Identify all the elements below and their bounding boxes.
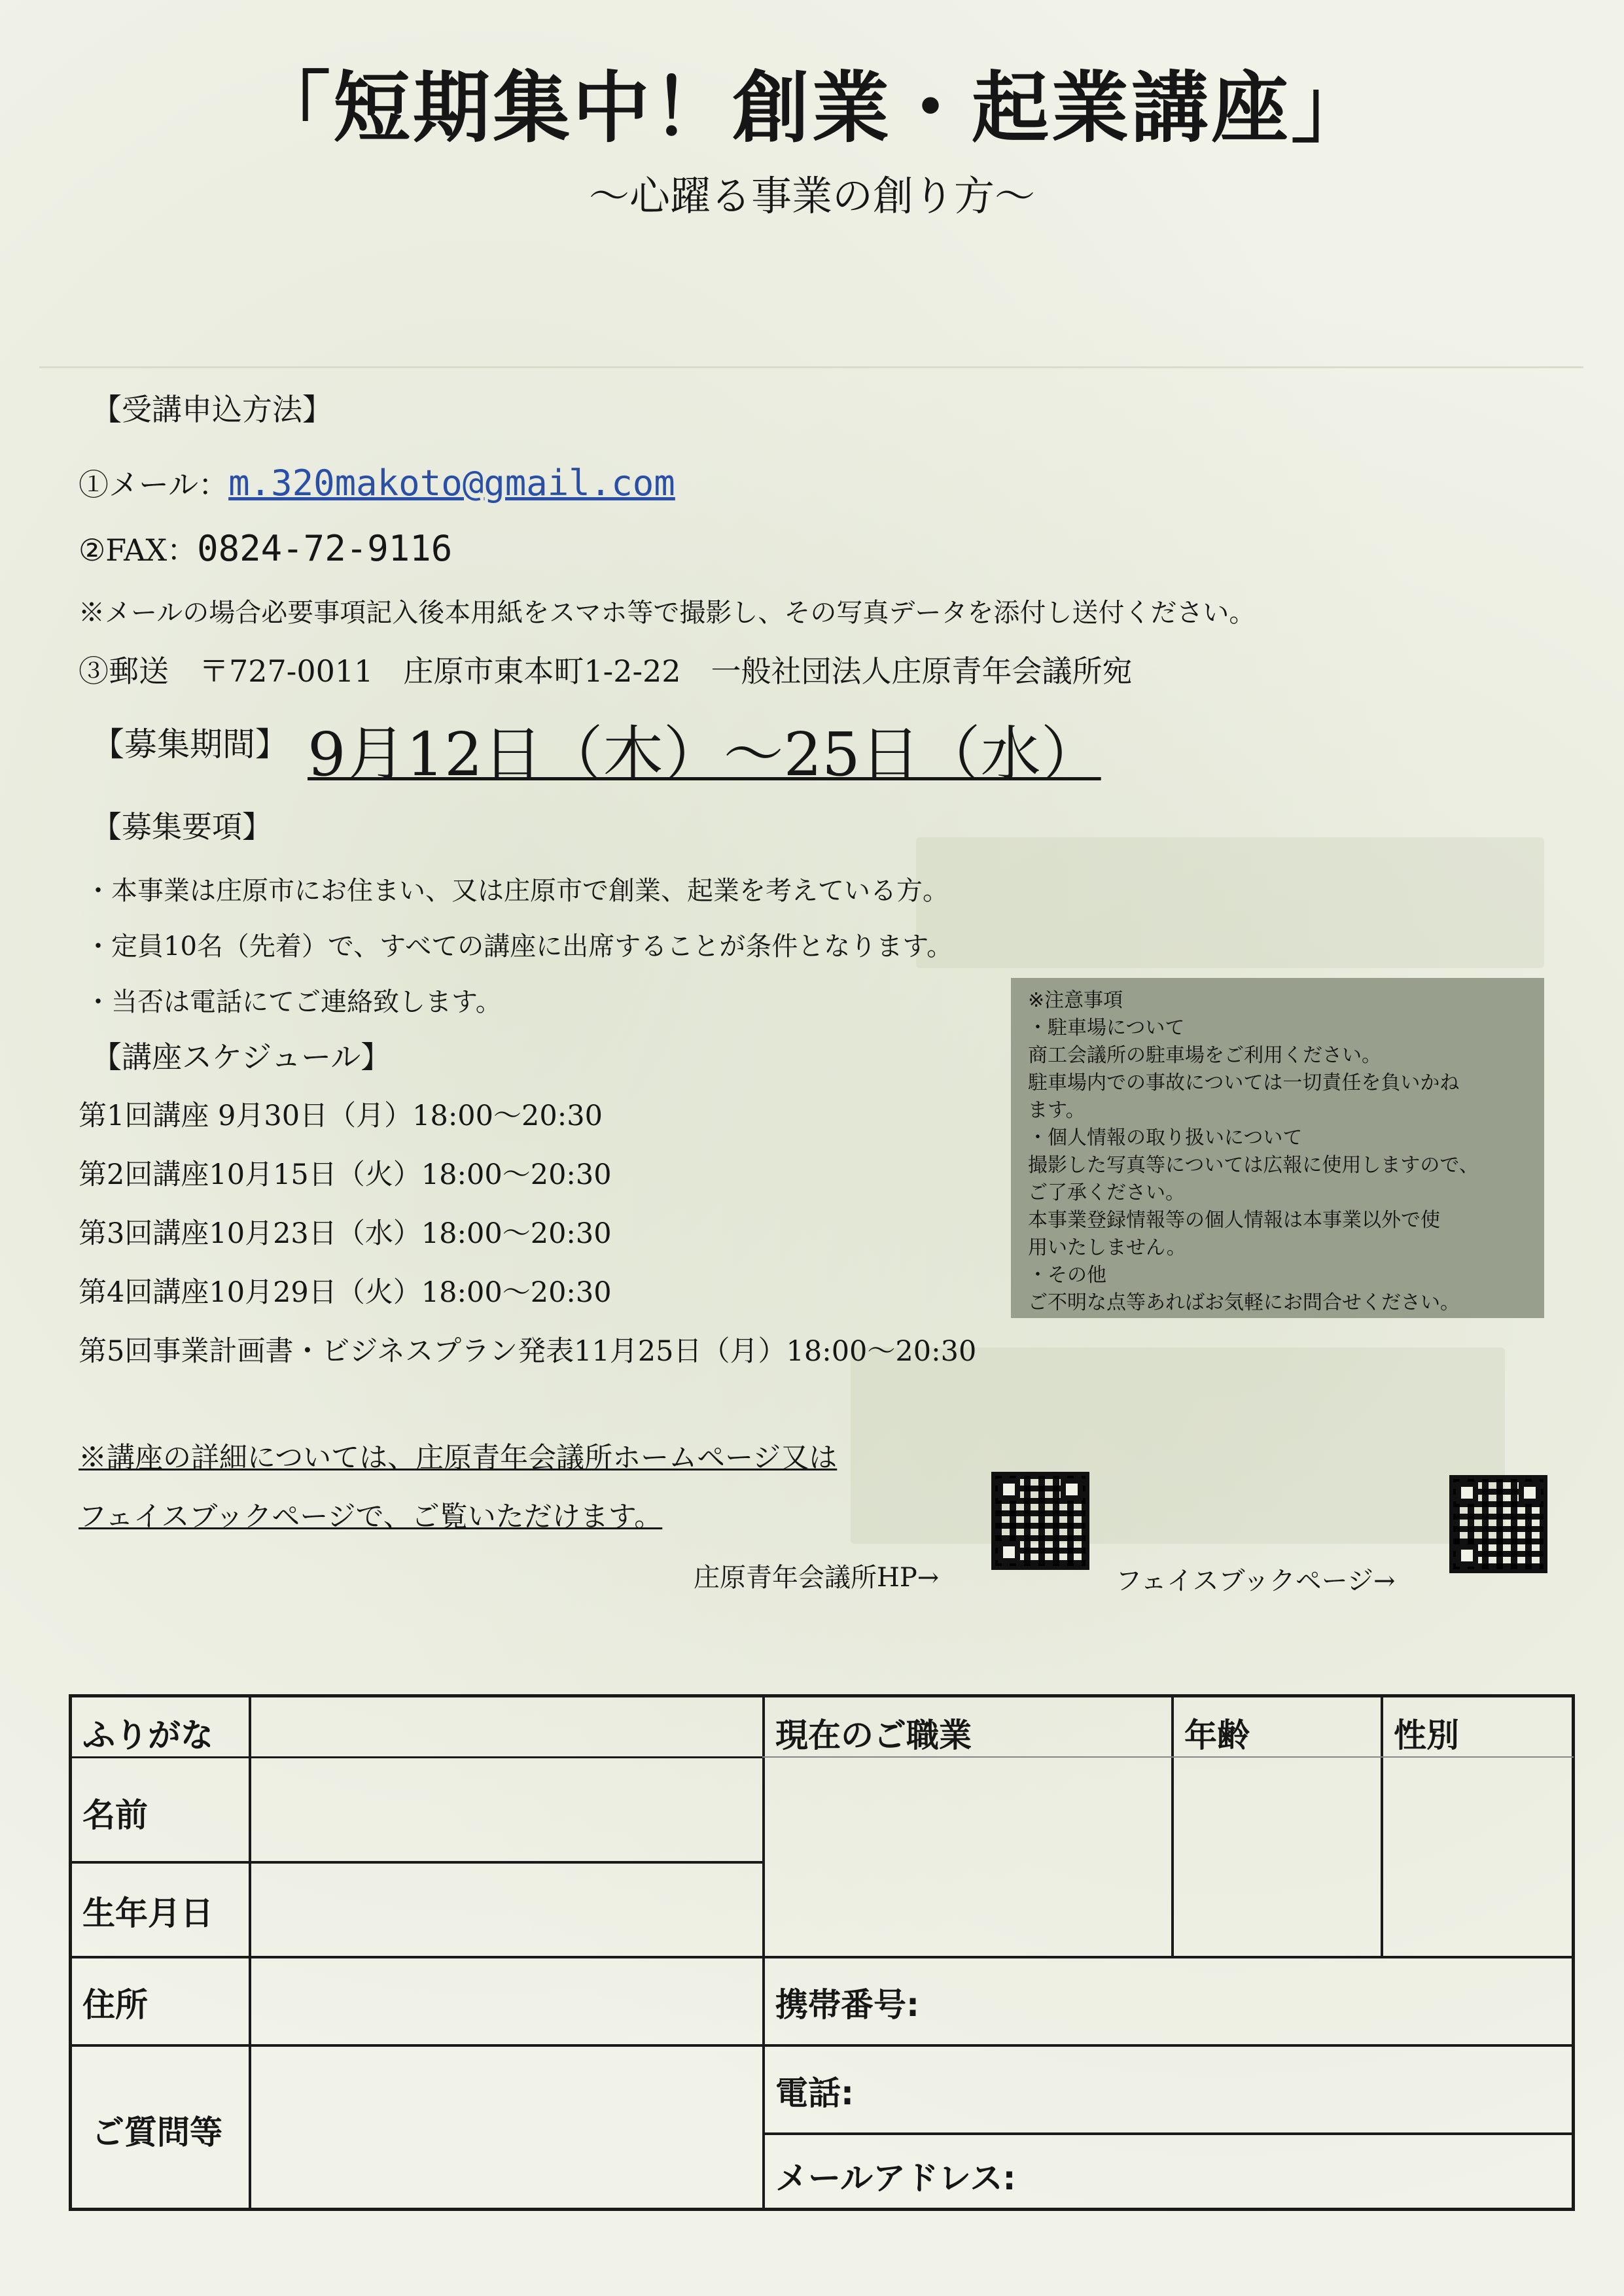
fold-line [39,366,1583,368]
form-divider [762,1697,765,2208]
period-label: 【募集期間】 [92,725,288,763]
notice-line: 商工会議所の駐車場をご利用ください。 [1028,1044,1381,1067]
schedule-item: 第4回講座10月29日（火）18:00〜20:30 [79,1276,612,1309]
period-value: 9月12日（木）〜25日（水） [308,720,1101,790]
requirement-item: ・本事業は庄原市にお住まい、又は庄原市で創業、起業を考えている方。 [85,876,949,906]
notice-box [1011,978,1544,1318]
form-divider [1381,1697,1383,1956]
occupation-label: 現在のご職業 [775,1716,972,1754]
notice-line: 駐車場内での事故については一切責任を負いかね [1028,1071,1460,1094]
email-link[interactable]: m.320makoto@gmail.com [228,462,675,504]
fax-number: 0824-72-9116 [197,528,453,569]
application-form [69,1694,1575,2211]
requirements-heading: 【募集要項】 [92,809,272,844]
mail-address: 〒727-0011 庄原市東本町1-2-22 一般社団法人庄原青年会議所宛 [199,653,1133,689]
age-label: 年齢 [1184,1716,1250,1754]
mail-label: ③郵送 [79,653,169,689]
page-title: 「短期集中！創業・起業講座」 [253,62,1371,153]
birthdate-label: 生年月日 [82,1894,213,1932]
furigana-label: ふりがな [82,1716,213,1754]
phone-label: 電話: [775,2074,854,2112]
requirement-item: ・定員10名（先着）で、すべての講座に出席することが条件となります。 [85,931,953,962]
hp-qr-label: 庄原青年会議所HP→ [694,1563,940,1593]
form-divider [72,1956,1574,1958]
requirement-item: ・当否は電話にてご連絡致します。 [85,987,502,1017]
application-heading: 【受講申込方法】 [92,392,332,427]
notice-line: 撮影した写真等については広報に使用しますので、 [1028,1154,1479,1177]
form-divider [72,1756,762,1758]
mobile-label: 携帯番号: [775,1986,919,2024]
details-line-2: フェイスブックページで、ご覧いただけます。 [79,1501,663,1533]
form-divider [762,2132,1574,2135]
email-note: ※メールの場合必要事項記入後本用紙をスマホ等で撮影し、その写真データを添付し送付ください。 [79,598,1256,628]
schedule-item: 第3回講座10月23日（水）18:00〜20:30 [79,1217,612,1250]
schedule-item: 第2回講座10月15日（火）18:00〜20:30 [79,1158,612,1191]
form-divider [249,1697,251,2208]
notice-line: 用いたしません。 [1028,1236,1186,1259]
schedule-heading: 【講座スケジュール】 [92,1039,391,1075]
background-bleed [851,1348,1505,1544]
address-label: 住所 [82,1986,148,2024]
email-row [79,461,675,504]
name-label: 名前 [82,1796,148,1834]
form-divider [72,2044,1574,2047]
questions-label: ご質問等 [92,2113,222,2151]
fb-qr-label: フェイスブックページ→ [1116,1566,1396,1596]
form-divider [762,1756,1574,1758]
fax-row [79,527,452,570]
fax-label: ②FAX： [79,532,198,568]
mail-row [79,648,1133,691]
notice-line: ・駐車場について [1028,1017,1185,1039]
notice-line: ・個人情報の取り扱いについて [1028,1126,1303,1149]
notice-line: ます。 [1028,1099,1086,1122]
schedule-item: 第1回講座 9月30日（月）18:00〜20:30 [79,1100,603,1132]
notice-line: ご了承ください。 [1028,1181,1185,1204]
notice-line: ※注意事項 [1028,989,1123,1012]
notice-line: ご不明な点等あればお気軽にお問合せください。 [1028,1291,1460,1314]
form-divider [72,1861,762,1864]
details-line-1: ※講座の詳細については、庄原青年会議所ホームページ又は [79,1442,838,1474]
email-field-label: メールアドレス: [775,2159,1016,2197]
background-bleed [916,837,1544,968]
gender-label: 性別 [1394,1716,1459,1754]
page-subtitle: 〜心躍る事業の創り方〜 [588,172,1035,220]
notice-line: 本事業登録情報等の個人情報は本事業以外で使 [1028,1209,1440,1232]
form-divider [1171,1697,1174,1956]
hp-qr-code[interactable] [991,1472,1089,1570]
email-label: ①メール： [79,467,229,502]
notice-line: ・その他 [1028,1264,1106,1287]
fb-qr-code[interactable] [1449,1475,1547,1573]
schedule-item: 第5回事業計画書・ビジネスプラン発表11月25日（月）18:00〜20:30 [79,1335,977,1368]
